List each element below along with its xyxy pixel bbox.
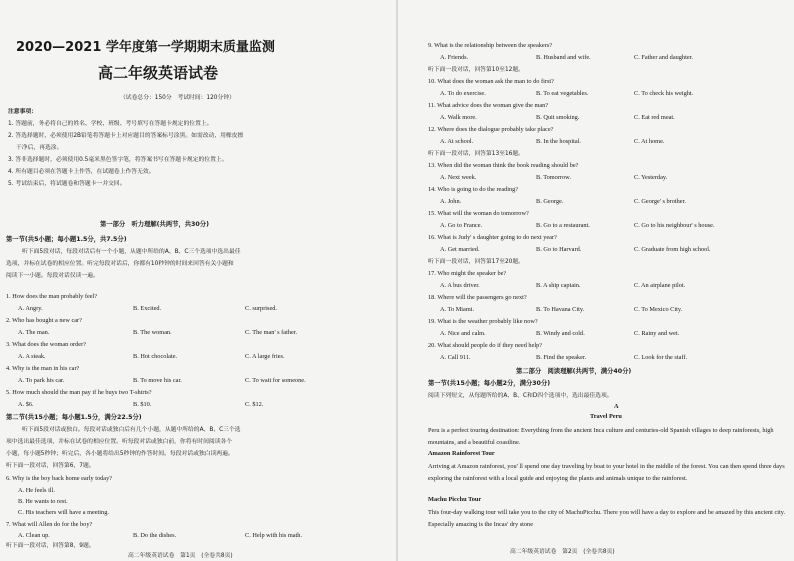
question-15: 15. What will the woman do tomorrow? <box>428 210 529 217</box>
passage-paragraph: This four-day walking tour will take you to the city of MachuPicchu. There you will have a day to explore and be amazed by this ancient city. Especially amazing is the Incas' dry stone <box>428 509 786 528</box>
question-20: 20. What should people do if they need help? <box>428 342 543 349</box>
option-c: C. At home. <box>634 138 665 145</box>
option-a: A. He feels ill. <box>18 487 55 494</box>
option-c: C. To Mexico City. <box>634 306 683 313</box>
option-b: B. To move his car. <box>133 377 182 384</box>
notice-item: 2. 答选择题时，必须使用2B铅笔将答题卡上对应题目的答案标号涂黑。如需改动，用橡皮擦 <box>8 133 244 139</box>
section1-heading: 第一节(共5小题；每小题1.5分，共7.5分) <box>6 236 127 243</box>
option-c: C. To check his weight. <box>634 90 694 97</box>
listening-instruction: 听下面一段对话，回答第17至20题。 <box>428 259 524 265</box>
notice-item: 1. 答题前，务必将自己的姓名、学校、班级、考号填写在答题卡规定的位置上。 <box>8 121 213 127</box>
part2-section1-heading: 第一节(共15小题；每小题2分，满分30分) <box>428 380 551 387</box>
instruction-line: 阅读下一小题。每段对话仅读一遍。 <box>6 273 99 279</box>
tour-title: Amazon Rainforest Tour <box>428 450 495 457</box>
option-a: A. A steak. <box>18 353 46 360</box>
listening-instruction: 听下面一段对话，回答第13至16题。 <box>428 151 524 157</box>
question-6: 6. Why is the boy back home early today? <box>6 475 113 482</box>
question-12: 12. Where does the dialogue probably take place? <box>428 126 554 133</box>
listening-instruction: 听下面一段对话，回答第8，9题。 <box>6 543 95 549</box>
option-c: C. George' s brother. <box>634 198 686 205</box>
reading-instruction: 阅读下列短文，从每题所给的A、B、C和D四个选项中，选出最佳选项。 <box>428 393 613 399</box>
option-c: C. A large fries. <box>245 353 285 360</box>
option-a: A. The man. <box>18 329 50 336</box>
option-c: C. Father and daughter. <box>634 54 693 61</box>
option-a: A. At school. <box>440 138 474 145</box>
exam-title: 2020—2021 学年度第一学期期末质量监测 <box>16 40 275 55</box>
option-a: A. To do exercise. <box>440 90 486 97</box>
option-a: A. Get married. <box>440 246 480 253</box>
option-b: B. The woman. <box>133 329 172 336</box>
option-a: A. To Miami. <box>440 306 475 313</box>
option-b: B. George. <box>536 198 564 205</box>
option-a: A. Walk more. <box>440 114 477 121</box>
question-3: 3. What does the woman order? <box>6 341 86 348</box>
passage-title: Travel Peru <box>590 413 622 420</box>
option-c: C. Go to his neighbour' s house. <box>634 222 715 229</box>
option-a: A. Nice and calm. <box>440 330 486 337</box>
option-b: B. $10. <box>133 401 152 408</box>
option-a: A. Call 911. <box>440 354 471 361</box>
exam-page-2 <box>398 0 794 561</box>
notice-item: 干净后，再选涂。 <box>16 145 63 151</box>
option-c: C. An airplane pilot. <box>634 282 686 289</box>
option-c: C. Graduate from high school. <box>634 246 711 253</box>
passage-paragraph: Peru is a perfect touring destination: Everything from the ancient Inca culture and centuries-old Spanish villages to deep rainforests, high mountains, and a beautiful coastline. <box>428 427 774 446</box>
question-10: 10. What does the woman ask the man to do first? <box>428 78 554 85</box>
option-c: C. Yesterday. <box>634 174 668 181</box>
option-c: C. surprised. <box>245 305 278 312</box>
page-footer: 高二年级英语试卷 第1页 (全卷共8页) <box>128 553 233 559</box>
option-b: B. Go to a restaurant. <box>536 222 590 229</box>
option-b: B. Husband and wife. <box>536 54 591 61</box>
option-b: B. Find the speaker. <box>536 354 587 361</box>
notice-item: 5. 考试结束后，将试题卷和答题卡一并交回。 <box>8 181 126 187</box>
passage-paragraph: Arriving at Amazon rainforest, you' ll spend one day traveling by boat to your hotel in the middle of the forest. You can then spend three days exploring the rainforest with a local guide and enjoying the plants and animals unique to the rainforest. <box>428 463 785 482</box>
exam-info: （试卷总分：150分 考试时间：120分钟） <box>120 95 235 101</box>
option-b: B. To Havana City. <box>536 306 585 313</box>
question-7: 7. What will Allen do for the boy? <box>6 521 93 528</box>
instruction-line: 项中选出最佳选项，并标在试卷的相应位置。听每段对话或独白前，你将有时间阅读各个 <box>6 439 233 445</box>
question-1: 1. How does the man probably feel? <box>6 293 98 300</box>
question-14: 14. Who is going to do the reading? <box>428 186 519 193</box>
question-9: 9. What is the relationship between the speakers? <box>428 42 553 49</box>
option-c: C. Look for the staff. <box>634 354 688 361</box>
notice-item: 4. 所有题目必须在答题卡上作答，在试题卷上作答无效。 <box>8 169 155 175</box>
instruction-line: 听下面一段对话，回答第6，7题。 <box>6 463 95 469</box>
part2-heading: 第二部分 阅读理解(共两节，满分40分) <box>516 368 632 375</box>
option-c: C. Help with his math. <box>245 532 303 539</box>
instruction-line: 听下面5段对话或独白。每段对话或独白后有几个小题，从题中所给的A、B、C三个选 <box>22 427 241 433</box>
instruction-line: 听下面5段对话，每段对话后有一个小题，从题中所给的A、B、C三个选项中选出最佳 <box>22 249 241 255</box>
question-17: 17. Who might the speaker be? <box>428 270 507 277</box>
question-11: 11. What advice does the woman give the man? <box>428 102 549 109</box>
option-a: A. $6. <box>18 401 34 408</box>
tour-title: Machu Picchu Tour <box>428 496 482 503</box>
question-5: 5. How much should the man pay if he buys two T-shirts? <box>6 389 152 396</box>
option-a: A. Angry. <box>18 305 43 312</box>
option-c: C. Eat red meat. <box>634 114 675 121</box>
question-4: 4. Why is the man in his car? <box>6 365 80 372</box>
option-b: B. Do the dishes. <box>133 532 177 539</box>
option-a: A. Friends. <box>440 54 469 61</box>
option-c: C. The man' s father. <box>245 329 298 336</box>
option-a: A. Clean up. <box>18 532 50 539</box>
option-a: A. To park his car. <box>18 377 65 384</box>
question-19: 19. What is the weather probably like now? <box>428 318 538 325</box>
subject-title: 高二年级英语试卷 <box>98 64 219 82</box>
section2-heading: 第二节(共15小题；每小题1.5分，满分22.5分) <box>6 414 142 421</box>
question-13: 13. When did the woman think the book reading should be? <box>428 162 579 169</box>
passage-letter: A <box>614 403 619 410</box>
option-b: B. Windy and cold. <box>536 330 585 337</box>
question-18: 18. Where will the passengers go next? <box>428 294 527 301</box>
instruction-line: 选项，并标在试卷的相应位置。听完每段对话后，你都有10秒钟的时间来回答有关小题和 <box>6 261 234 267</box>
option-b: B. Quit smoking. <box>536 114 580 121</box>
option-a: A. Next week. <box>440 174 477 181</box>
option-b: B. Hot chocolate. <box>133 353 178 360</box>
option-a: A. Go to France. <box>440 222 483 229</box>
notice-item: 3. 答非选择题时，必须使用0.5毫米黑色签字笔，将答案书写在答题卡规定的位置上。 <box>8 157 228 163</box>
option-b: B. He wants to rest. <box>18 498 68 505</box>
instruction-line: 小题，每小题5秒钟；听完后，各小题将给出5秒钟的作答时间。每段对话或独白读两遍。 <box>6 451 234 457</box>
option-b: B. Go to Harvard. <box>536 246 582 253</box>
question-2: 2. Who has bought a new car? <box>6 317 82 324</box>
option-c: C. To wait for someone. <box>245 377 306 384</box>
option-c: C. His teachers will have a meeting. <box>18 509 109 516</box>
option-c: C. $12. <box>245 401 264 408</box>
part1-heading: 第一部分 听力理解(共两节，共30分) <box>100 221 209 228</box>
option-a: A. John. <box>440 198 462 205</box>
option-b: B. In the hospital. <box>536 138 581 145</box>
option-c: C. Rainy and wet. <box>634 330 680 337</box>
option-b: B. Tomorrow. <box>536 174 571 181</box>
option-b: B. To eat vegetables. <box>536 90 589 97</box>
option-b: B. A ship captain. <box>536 282 581 289</box>
question-16: 16. What is Judy' s daughter going to do next year? <box>428 234 557 241</box>
page-footer: 高二年级英语试卷 第2页 (全卷共8页) <box>510 549 615 555</box>
notice-heading: 注意事项： <box>8 109 37 115</box>
option-b: B. Excited. <box>133 305 162 312</box>
option-a: A. A bus driver. <box>440 282 480 289</box>
listening-instruction: 听下面一段对话，回答第10至12题。 <box>428 67 524 73</box>
